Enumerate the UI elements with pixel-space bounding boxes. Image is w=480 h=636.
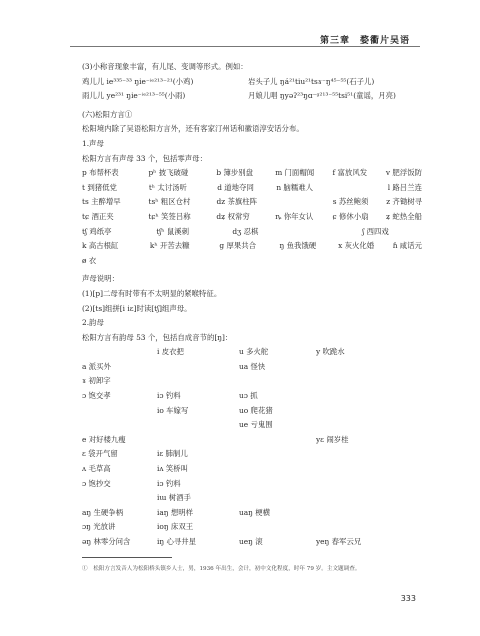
- initials-row: [82, 195, 422, 210]
- final-cell: [239, 447, 316, 462]
- page-header: [0, 0, 480, 54]
- initial-cell: m 门面帽闻: [275, 168, 315, 178]
- final-cell: ioŋ 床双王: [157, 522, 194, 532]
- final-cell: [316, 360, 406, 375]
- finals-row: [82, 462, 422, 477]
- final-cell: [239, 433, 316, 448]
- initial-cell: pʰ 披飞破碰: [148, 168, 189, 178]
- final-cell: [82, 491, 157, 506]
- initial-cell: b 簿步别盘: [216, 168, 254, 178]
- final-cell: iɯ 树酒手: [157, 493, 191, 503]
- initial-cell: ɦ 咸话元: [392, 241, 422, 251]
- final-cell: ʌ 毛草高: [82, 464, 111, 474]
- final-cell: ue 亏鬼围: [239, 420, 273, 430]
- final-cell: [316, 491, 406, 506]
- initial-cell: s 苏丝鲍须: [332, 197, 369, 207]
- initial-cell: dʒ 忍棋: [232, 226, 259, 236]
- section-desc: 松阳境内除了吴语松阳方言外，还有客家汀州话和徽语淳安话分布。: [82, 124, 304, 134]
- initial-cell: [275, 195, 332, 210]
- initial-cell: tʰ 太讨汤听: [148, 182, 187, 192]
- final-cell: [157, 374, 239, 389]
- final-cell: [239, 520, 316, 535]
- final-cell: e 对好楼九瘦: [82, 434, 126, 444]
- final-cell: iɛ 肺制儿: [157, 449, 188, 459]
- initials-row: [82, 166, 422, 181]
- initial-cell: tʃʰ 鼠溪刺: [156, 226, 190, 236]
- final-cell: iɔ 钓料: [157, 478, 181, 488]
- finals-desc: 松阳方言有韵母 53 个，包括自成音节的[ŋ]：: [82, 332, 233, 342]
- note-1: (1)[p]二母有时带有不太明显的紧喉特征。: [82, 288, 222, 298]
- final-cell: [316, 506, 406, 521]
- final-cell: [316, 374, 406, 389]
- initial-cell: t 到猪低党: [82, 182, 117, 192]
- initial-cell: dʑ 权常穷: [216, 211, 250, 221]
- final-cell: [316, 404, 406, 419]
- subsection-initials: 1.声母: [82, 138, 104, 148]
- initials-row: [82, 210, 422, 225]
- initial-cell: tʃ 鸡纸亭: [82, 226, 112, 236]
- final-cell: [82, 345, 157, 360]
- final-cell: uo 爬花猪: [239, 405, 273, 415]
- finals-row: [82, 447, 422, 462]
- initials-desc: 松阳方言有声母 33 个，包括零声母：: [82, 153, 207, 163]
- finals-row: [82, 506, 422, 521]
- initial-cell: dz 茶旗柱阵: [216, 197, 258, 207]
- final-cell: yɛ 闹岁桂: [316, 434, 349, 444]
- initial-cell: ʑ 蛇热全船: [385, 211, 422, 221]
- example-2a: 雨儿儿 ye²³¹ ŋie⁻ⁱᵉ²¹³⁻⁵⁵(小雨): [82, 91, 186, 101]
- final-cell: i 皮衣把: [157, 347, 184, 357]
- section-title: (六)松阳方言①: [82, 109, 133, 119]
- final-cell: ɔŋ 光放讲: [82, 522, 116, 532]
- final-cell: [157, 360, 239, 375]
- header-rule: [70, 46, 420, 47]
- final-cell: [239, 374, 316, 389]
- initials-row: [82, 225, 422, 240]
- final-cell: ɤ 初卸字: [82, 376, 111, 386]
- initial-cell: tɕʰ 笑签吕称: [148, 211, 191, 221]
- final-cell: yeŋ 春军云兄: [316, 537, 362, 546]
- chapter-title: 第三章 婺衢片吴语: [319, 36, 410, 46]
- example-1b: 岩头子儿 ŋá²¹tiu²¹tsɤ⁻ŋ⁴⁵⁻⁵⁵(石子儿): [248, 76, 375, 86]
- footnote-rule: [82, 557, 172, 558]
- final-cell: ɔ 饱交孝: [82, 391, 111, 401]
- initial-cell: k 高古根缸: [82, 241, 119, 251]
- final-cell: uɔ 抓: [239, 391, 258, 401]
- initial-cell: ts 主醉增早: [82, 197, 121, 207]
- intro-line: (3)小称音现象丰富，有儿尾、变调等形式。例如：: [82, 62, 248, 71]
- final-cell: y 吹跪水: [316, 347, 345, 357]
- initials-row: [82, 181, 422, 196]
- example-row: [82, 89, 422, 104]
- notes-title: 声母说明：: [82, 274, 119, 284]
- final-cell: [82, 418, 157, 433]
- final-cell: a 派买外: [82, 361, 111, 371]
- subsection-finals: 2.韵母: [82, 318, 104, 328]
- initial-cell: ŋ 鱼我饿硬: [279, 241, 317, 251]
- initial-cell: [334, 181, 388, 196]
- final-cell: [316, 418, 406, 433]
- initial-cell: ȵ 你年女认: [275, 211, 314, 221]
- final-cell: ua 怪快: [239, 361, 266, 371]
- initials-row: [82, 239, 422, 254]
- final-cell: [157, 433, 239, 448]
- initial-cell: f 富放风发: [332, 168, 368, 178]
- finals-row: [82, 345, 422, 360]
- example-row: [82, 75, 422, 90]
- final-cell: [316, 389, 406, 404]
- initial-cell: d 道地夺同: [217, 182, 254, 192]
- initial-cell: [232, 254, 298, 269]
- initial-cell: [156, 254, 232, 269]
- final-cell: ɛ 袋开气留: [82, 449, 118, 459]
- final-cell: iaŋ 想明样: [157, 507, 194, 517]
- initial-cell: tsʰ 粗区仓村: [148, 197, 191, 207]
- note-2: (2)[ts]组拼[i iɛ]时读[tʃ]组声母。: [82, 303, 192, 313]
- initial-cell: [298, 254, 362, 269]
- initial-cell: [298, 225, 362, 240]
- final-cell: [82, 404, 157, 419]
- final-cell: [316, 477, 406, 492]
- finals-row: [82, 404, 422, 419]
- finals-row: [82, 535, 422, 550]
- final-cell: iɔ 钓料: [157, 391, 181, 401]
- finals-row: [82, 374, 422, 389]
- initial-cell: x 灰火化婚: [338, 241, 375, 251]
- finals-row: [82, 389, 422, 404]
- final-cell: [316, 462, 406, 477]
- final-cell: [239, 477, 316, 492]
- final-cell: u 多火舵: [239, 347, 269, 357]
- finals-row: [82, 520, 422, 535]
- initial-cell: g 厚果共合: [219, 241, 257, 251]
- final-cell: iʌ 笑桥叫: [157, 464, 189, 474]
- final-cell: ɔ 饱抄交: [82, 478, 111, 488]
- initials-row: [82, 254, 422, 269]
- example-1a: 鸡儿儿 ie³³⁵⁻³³ ŋie⁻ⁱᵉ²¹³⁻²¹(小鸡): [82, 76, 194, 86]
- initial-cell: kʰ 开苦去糠: [149, 241, 190, 251]
- final-cell: io 车嫁写: [157, 405, 189, 415]
- final-cell: [157, 418, 239, 433]
- finals-row: [82, 477, 422, 492]
- initial-cell: p 布帮杯表: [82, 168, 119, 178]
- initial-cell: ʃ 西四戏: [362, 226, 389, 236]
- initial-cell: ɕ 修休小扇: [332, 211, 369, 221]
- initial-cell: ø 衣: [82, 255, 97, 265]
- final-cell: əŋ 林零分问含: [82, 537, 131, 546]
- finals-row: [82, 360, 422, 375]
- finals-row: [82, 433, 422, 448]
- finals-row: [82, 418, 422, 433]
- footnote: ① 松阳方言发音人为松阳桥头镇乡人士，男，1936 年出生，会计，初中文化程度，时年 79 岁。主文题调查。: [82, 566, 361, 572]
- final-cell: ueŋ 滚: [239, 537, 263, 546]
- initial-cell: tɕ 酒正夹: [82, 211, 114, 221]
- page-number: 333: [400, 594, 416, 603]
- final-cell: [239, 491, 316, 506]
- final-cell: [316, 520, 406, 535]
- final-cell: [239, 462, 316, 477]
- initial-cell: l 路吕兰连: [387, 182, 422, 192]
- initial-cell: [362, 254, 422, 269]
- finals-row: [82, 491, 422, 506]
- initial-cell: v 肥浮饭防: [385, 168, 422, 178]
- final-cell: aŋ 生硬争柄: [82, 507, 124, 517]
- body-text: [82, 60, 422, 550]
- finals-table: [82, 345, 422, 549]
- final-cell: uaŋ 梗横: [239, 507, 271, 517]
- final-cell: iŋ 心寻井星: [157, 537, 197, 546]
- example-2b: 月娘儿唱 ŋyəʔ²³ŋɑ⁻ᵍ²¹³⁻⁵⁵tsi⁵¹(童谣，月亮): [248, 91, 396, 101]
- initials-table: [82, 166, 422, 268]
- final-cell: [316, 447, 406, 462]
- initial-cell: z 齐锄树寻: [386, 197, 422, 207]
- initial-cell: n 脑糯难人: [276, 182, 314, 192]
